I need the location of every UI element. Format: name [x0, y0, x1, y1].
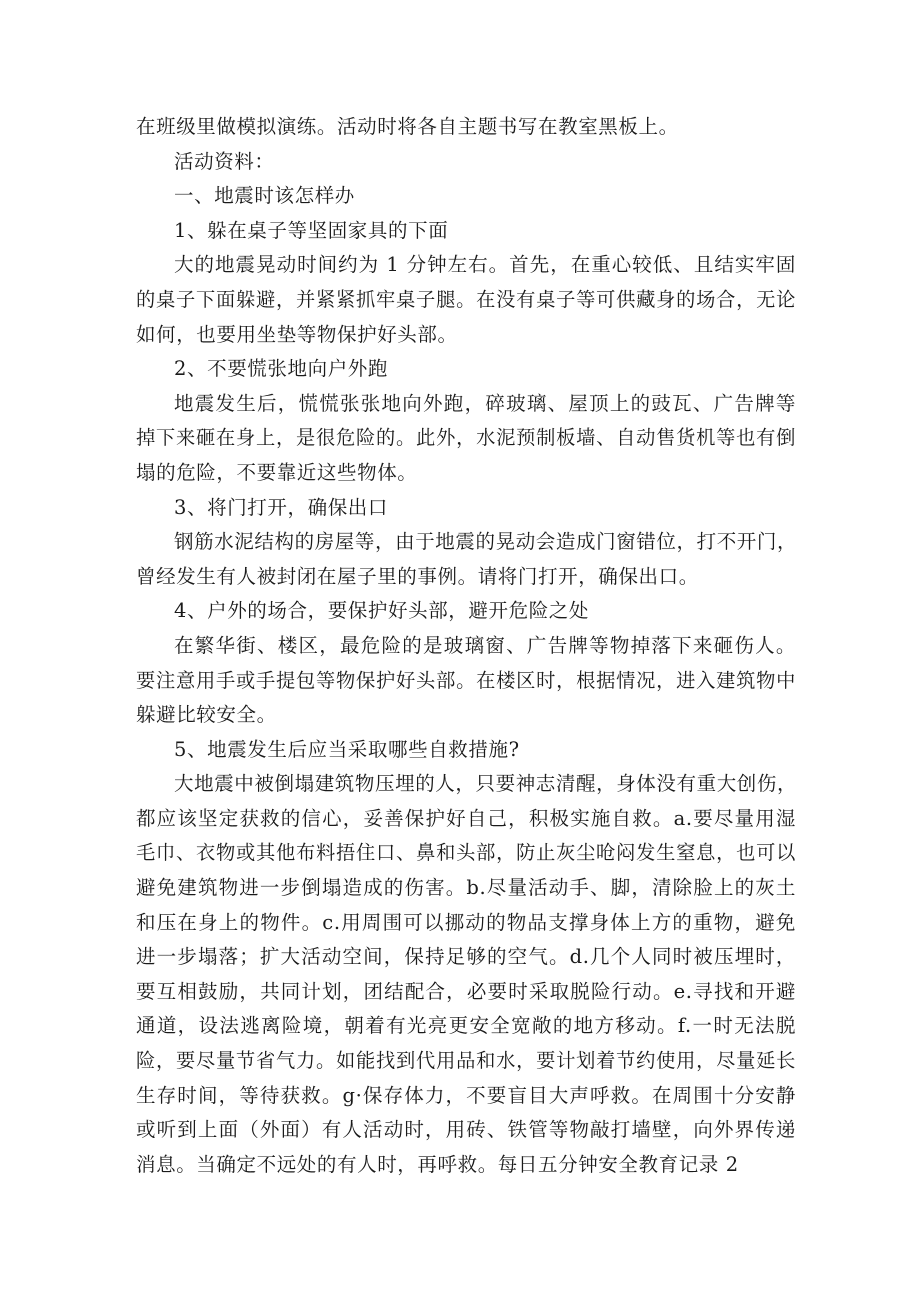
text-line: 的桌子下面躲避，并紧紧抓牢桌子腿。在没有桌子等可供藏身的场合，无论 [136, 287, 796, 311]
text-line: 都应该坚定获救的信心，妥善保护好自己，积极实施自救。a.要尽量用湿 [136, 806, 796, 830]
text-line: 钢筋水泥结构的房屋等，由于地震的晃动会造成门窗错位，打不开门， [174, 530, 798, 554]
text-line: 在班级里做模拟演练。活动时将各自主题书写在教室黑板上。 [136, 115, 679, 138]
text-line: 生存时间，等待获救。g·保存体力，不要盲目大声呼救。在周围十分安静 [136, 1083, 796, 1107]
text-line: 毛巾、衣物或其他布料捂住口、鼻和头部，防止灰尘呛闷发生窒息，也可以 [136, 841, 796, 865]
text-line: 险，要尽量节省气力。如能找到代用品和水，要计划着节约使用，尽量延长 [136, 1049, 796, 1073]
text-line: 2、不要慌张地向户外跑 [174, 357, 389, 381]
text-line: 避免建筑物进一步倒塌造成的伤害。b.尽量活动手、脚，清除脸上的灰土 [136, 876, 796, 900]
text-line: 要注意用手或手提包等物保护好头部。在楼区时，根据情况，进入建筑物中 [136, 668, 796, 692]
text-line: 或听到上面（外面）有人活动时，用砖、铁管等物敲打墙壁，向外界传递 [136, 1118, 796, 1142]
text-line: 进一步塌落；扩大活动空间，保持足够的空气。d.几个人同时被压埋时， [136, 945, 796, 969]
text-line: 1、躲在桌子等坚固家具的下面 [174, 218, 449, 242]
text-line: 一、地震时该怎样办 [174, 184, 355, 208]
text-line: 消息。当确定不远处的有人时，再呼救。每日五分钟安全教育记录 2 [136, 1152, 739, 1176]
text-line: 地震发生后，慌慌张张地向外跑，碎玻璃、屋顶上的豉瓦、广告牌等 [174, 391, 796, 415]
text-line: 4、户外的场合，要保护好头部，避开危险之处 [174, 599, 590, 623]
text-line: 和压在身上的物件。c.用周围可以挪动的物品支撑身体上方的重物，避免 [136, 910, 796, 934]
text-line: 躲避比较安全。 [136, 703, 277, 727]
text-line: 通道，设法逃离险境，朝着有光亮更安全宽敞的地方移动。f.一时无法脱 [136, 1014, 796, 1038]
text-line: 塌的危险，不要靠近这些物体。 [136, 460, 418, 484]
text-line: 要互相鼓励，共同计划，团结配合，必要时采取脱险行动。e.寻找和开避 [136, 979, 796, 1003]
text-line: 活动资料： [174, 149, 275, 173]
text-line: 曾经发生有人被封闭在屋子里的事例。请将门打开，确保出口。 [136, 564, 699, 588]
text-line: 3、将门打开，确保出口 [174, 495, 389, 519]
text-line: 掉下来砸在身上，是很危险的。此外，水泥预制板墙、自动售货机等也有倒 [136, 426, 796, 450]
document-body [136, 110, 796, 1182]
text-line: 在繁华街、楼区，最危险的是玻璃窗、广告牌等物掉落下来砸伤人。 [174, 633, 796, 657]
text-line: 大的地震晃动时间约为 1 分钟左右。首先，在重心较低、且结实牢固 [174, 253, 796, 277]
text-line: 如何，也要用坐垫等物保护好头部。 [136, 322, 458, 346]
text-line: 大地震中被倒塌建筑物压埋的人，只要神志清醒，身体没有重大创伤， [174, 772, 798, 796]
text-line: 5、地震发生后应当采取哪些自救措施? [174, 737, 520, 761]
